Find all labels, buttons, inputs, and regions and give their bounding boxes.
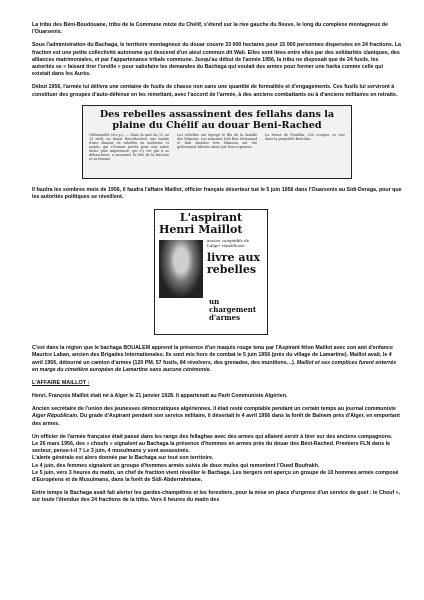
clipping-column-3: La ferme de Pontéba, 250 croquis, ce soir dans la propriété Bentaha... <box>265 132 345 141</box>
clipping-column-1: Orléansville (d.s.p.). — Dans la nuit du 12 au 13 avril, au douar Beni-Rached, une bande d'une dizaine de rebelles en uniforme et armés, qui s'étaient portés pour une autre tâche plus importante, qui s'y est plu à se débarrasser, a assassiné la tête de la fraction et sa femme. <box>89 132 169 162</box>
paragraph-administration: Sous l'administration du Bachaga, le territoire montagneux du douar couvre 33 000 hectares pour 15 000 personnes dispersées en 24 fractions. La fraction est une petite collectivité autonome qui descend d'un aïeul commun dit Wali. Elles sont liées entre elles par des solidarités claniques, des alliances matrimoniales, et par l'appartenance tribale commune. Jusqu'au début de l'année 1956, la tribu ne disposait que de 24 fusils, les autorités se « faisant tirer l'oreille » pour satisfaire les demandes du Bachaga qui voulait des armes pour former une harka comme celle qui existait dans les Aurès. <box>32 42 401 78</box>
paragraph-5-juin: Le 5 juin, vers 3 heures du matin, un chef de fraction vient réveiller le Bachaga. Les bergers ont aperçu un groupe de 10 hommes armés composé d'Européens et de Musulmans, dans la forêt de Sidi-Abderrahmane. <box>32 469 399 484</box>
paragraph-intro: La tribu des Béni-Boudouane, tribu de la Commune mixte du Chélif, s'étend sur la rive gauche du fleuve, le long du complexe montagneux de l'Ouarsenis. <box>32 22 388 36</box>
paragraph-italic-journal: Alger Républicain. <box>32 413 79 420</box>
paragraph-text-b: Du grade d'Aspirant pendant son service militaire, il désertait le 4 avril 1956 dans la forêt de Baïnem près d'Alger, en emportant des armes. <box>32 413 400 427</box>
paragraph-affaire-maillot-intro: Il faudra les sombres mois de 1956, il faudra l'affaire Maillot, officier français déserteur tué le 5 juin 1956 dans l'Ouarsenis au Sidi-Deraga, pour que les autorités politiques se réveillent. <box>32 186 402 201</box>
paragraph-bachaga-boualem <box>32 345 402 374</box>
paragraph-entre-temps: Entre temps le Bachaga avait fait alerter les gardes-champêtres et les forestiers, pour la mise en place d'urgence d'un service de guet : le Chouf », sur toute l'étendue des 24 fractions de la tribu. Vers 6 heures du matin des <box>32 490 401 504</box>
clipping-title-aspirant: L'aspirant <box>179 211 243 225</box>
document-page <box>32 22 402 511</box>
paragraph-4-juin: Le 4 juin, des femmes signalent un groupe d'hommes armés suivis de deux mules qui remontent l'Oued Boufrakh. <box>32 462 320 469</box>
paragraph-italic-text: Maillot et ses complices furent enterrés en marge du cimetière européen de Lamartine sans aucune cérémonie. <box>32 359 397 373</box>
paragraph-alerte: L'alerte générale est alors donnée par le Bachaga sur tout son territoire. <box>32 455 214 462</box>
clipping-big-text: livre aux rebelles <box>207 251 261 276</box>
clipping-headline: Des rebelles assassinent des fellahs dans la plaine du Chélif au douar Beni-Rached <box>99 108 335 131</box>
paragraph-officier: Un officier de l'armée française était passé dans les rangs des fellaghas avec des armes qui allaient servir à tirer sur des anciens compagnons. <box>32 433 393 440</box>
clipping-subtitle: ancien comptable de l'Alger républicain <box>207 238 250 249</box>
paragraph-text: C'est dans la région que le bachaga BOUALEM apprend la présence d'un maquis rouge tenu par l'Aspirant félon Maillot avec son ami d'enfance Maurice Laban, ancien des Brigades Internationales. Ils sont mis hors de combat le 5 juin 1956 (près du village de Lamartine). Maillot avait, le 4 avril 1956, détourné un camion d'armes (120 PM, 57 fusils, 84 révolvers, des grenades, des munitions…). <box>32 345 393 366</box>
clipping-title-name: Henri Maillot <box>159 223 243 237</box>
clipping-column-2: Les rebelles ont égorgé le fils de la famille des Mimoun. Les nommés Dali Ben Mohamed et Dali Kouider ben Mimoun ont été grièvement blessés ainsi que leurs épouses. <box>177 132 257 150</box>
portrait-photo <box>159 240 203 298</box>
newspaper-clipping-maillot <box>154 209 268 335</box>
clipping-small-text: un chargement d'armes <box>209 297 257 323</box>
paragraph-text-a: Ancien secrétaire de l'union des jeunesses démocratiques algériennes, il était resté comptable pendant un certain temps au journal communiste <box>32 406 396 413</box>
paragraph-debut-1956: Début 1956, l'armée lui délivra une centaine de fusils de chasse non sans une quantité de formalités et d'engagements. Ces fusils lui serviront à constituer des groupes d'auto-défense en les remettant, avec l'accord de l'armée, à des anciens combattants ou à d'anciens militaires en retraite. <box>32 84 398 98</box>
section-heading-affaire-maillot: L'AFFAIRE MAILLOT : <box>32 380 90 387</box>
paragraph-26-mars: Le 26 mars 1956, des « choufs » signalent au Bachaga la présence d'hommes en armes près du douar des Béni-Rached. Premiers FLN dans le secteur, pense-t-il ? Le 3 juin, 4 musulmans y sont assassinés. <box>32 441 391 455</box>
newspaper-clipping-rebelles <box>82 105 352 179</box>
clipping-body <box>83 133 351 162</box>
paragraph-naissance: Henri, François Maillot était né à Alger le 21 janvier 1928. Il appartenait au Parti Communiste Algérien. <box>32 393 288 400</box>
paragraph-ancien-secretaire <box>32 406 402 428</box>
